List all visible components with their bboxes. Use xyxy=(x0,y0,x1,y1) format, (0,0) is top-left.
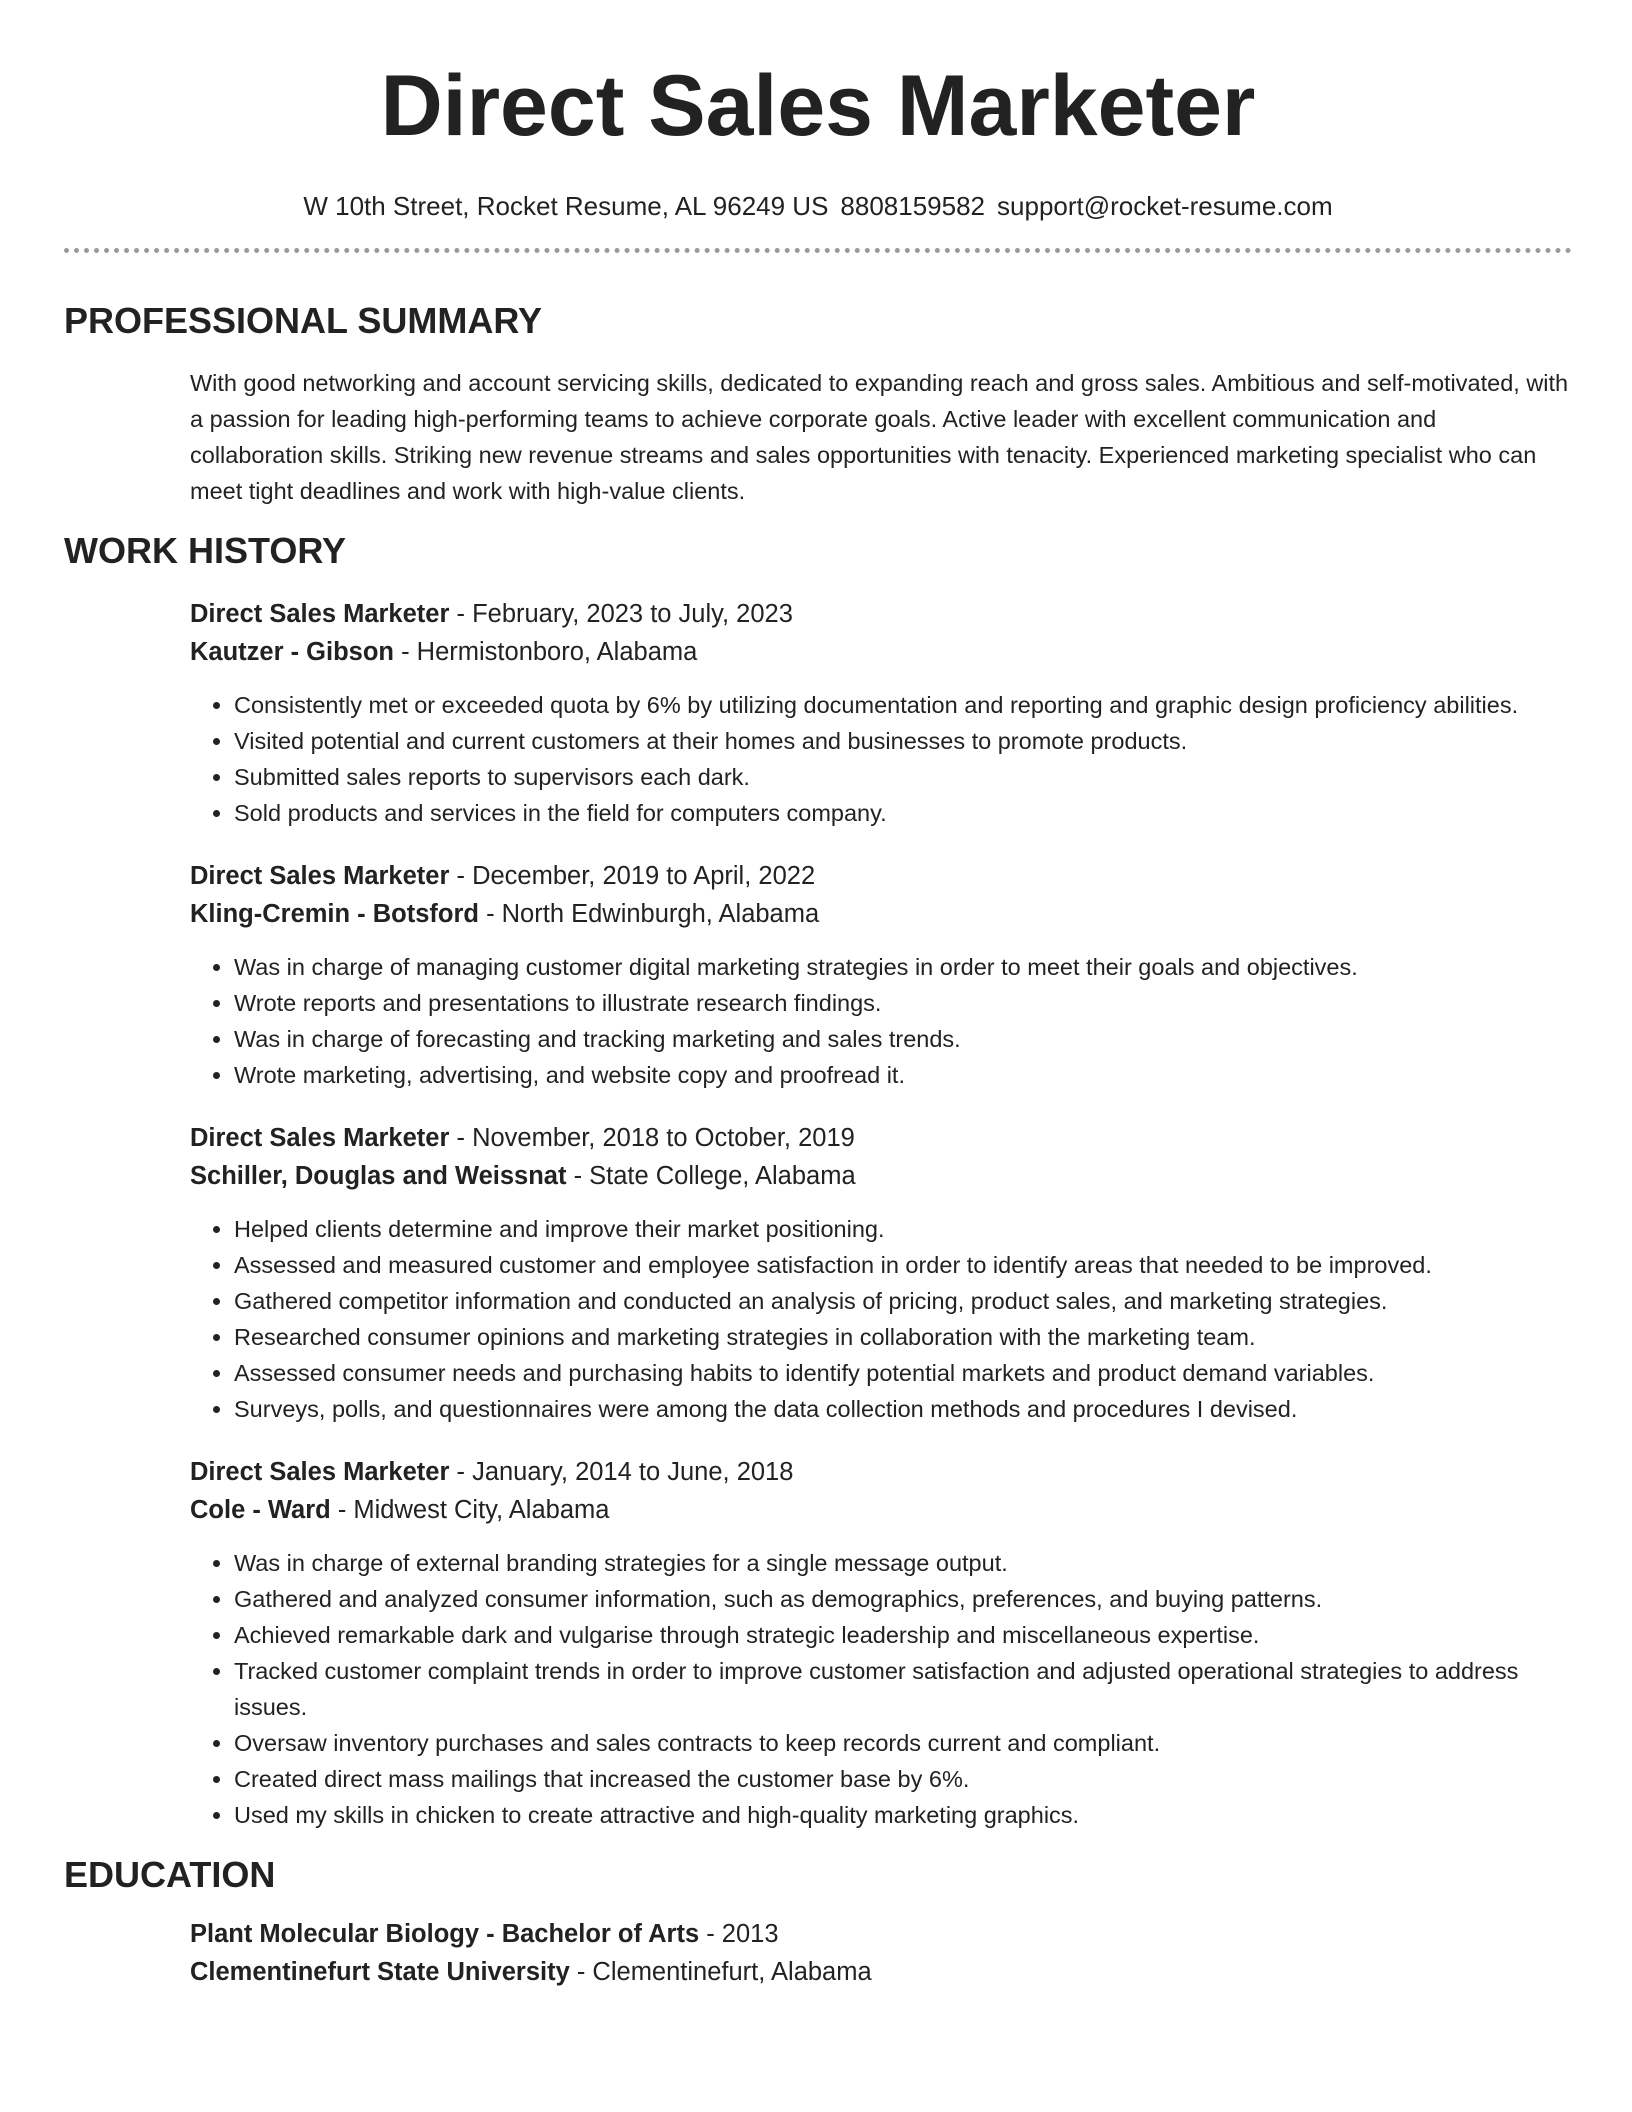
job-company: Kling-Cremin - Botsford xyxy=(190,900,479,928)
resume-name: Direct Sales Marketer xyxy=(380,58,1256,154)
job-role: Direct Sales Marketer xyxy=(190,1124,450,1152)
job-bullet: • Was in charge of forecasting and tracking marketing and sales trends. xyxy=(234,1021,1570,1057)
section-title-work-history: WORK HISTORY xyxy=(64,530,347,571)
job-role-line xyxy=(190,857,1572,895)
job-dates: - December, 2019 to April, 2022 xyxy=(449,862,816,890)
job-role-line xyxy=(190,595,1572,633)
job-company: Kautzer - Gibson xyxy=(190,638,395,666)
job-bullet: • Sold products and services in the field for computers company. xyxy=(234,795,1570,831)
job-bullets xyxy=(190,687,1570,831)
education-school: Clementinefurt State University xyxy=(190,1958,570,1986)
section-title-summary: PROFESSIONAL SUMMARY xyxy=(64,300,543,341)
job-bullet: • Gathered and analyzed consumer information, such as demographics, preferences, and buying patterns. xyxy=(234,1581,1570,1617)
job-company-line xyxy=(190,895,1572,933)
job-location: - North Edwinburgh, Alabama xyxy=(478,900,820,928)
work-history-list xyxy=(64,595,1572,1833)
education-location: - Clementinefurt, Alabama xyxy=(569,1958,872,1986)
job-role-line xyxy=(190,1119,1572,1157)
education-degree: Plant Molecular Biology - Bachelor of Arts xyxy=(190,1920,700,1948)
job-bullet: • Helped clients determine and improve their market positioning. xyxy=(234,1211,1570,1247)
education-degree-line xyxy=(190,1915,1572,1953)
job-bullet: • Visited potential and current customers at their homes and businesses to promote products. xyxy=(234,723,1570,759)
job-dates: - January, 2014 to June, 2018 xyxy=(449,1458,794,1486)
job-company: Cole - Ward xyxy=(190,1496,331,1524)
job-bullet: • Assessed and measured customer and employee satisfaction in order to identify areas that needed to be improved. xyxy=(234,1247,1570,1283)
section-title-education: EDUCATION xyxy=(64,1854,276,1895)
job-company-line xyxy=(190,1491,1572,1529)
job-company: Schiller, Douglas and Weissnat xyxy=(190,1162,567,1190)
job-bullet: • Used my skills in chicken to create attractive and high-quality marketing graphics. xyxy=(234,1797,1570,1833)
job-role: Direct Sales Marketer xyxy=(190,862,450,890)
job-bullet: • Created direct mass mailings that increased the customer base by 6%. xyxy=(234,1761,1570,1797)
job-entry xyxy=(190,595,1572,831)
contact-address: W 10th Street, Rocket Resume, AL 96249 US xyxy=(303,191,829,221)
job-bullet: • Submitted sales reports to supervisors each dark. xyxy=(234,759,1570,795)
job-role: Direct Sales Marketer xyxy=(190,1458,450,1486)
job-bullet: • Was in charge of external branding strategies for a single message output. xyxy=(234,1545,1570,1581)
job-location: - Midwest City, Alabama xyxy=(330,1496,610,1524)
job-entry xyxy=(190,1119,1572,1427)
job-location: - Hermistonboro, Alabama xyxy=(394,638,698,666)
job-entry xyxy=(190,1453,1572,1833)
resume-page xyxy=(64,0,1572,1991)
education-year: - 2013 xyxy=(699,1920,779,1948)
contact-email: support@rocket-resume.com xyxy=(997,191,1333,221)
education-school-line xyxy=(190,1953,1572,1991)
job-bullets xyxy=(190,1211,1570,1427)
contact-line xyxy=(64,190,1572,222)
job-bullet: • Researched consumer opinions and marketing strategies in collaboration with the marketing team. xyxy=(234,1319,1570,1355)
job-bullet: • Wrote reports and presentations to illustrate research findings. xyxy=(234,985,1570,1021)
summary-text: With good networking and account servicing skills, dedicated to expanding reach and gross sales. Ambitious and self-motivated, with a passion for leading high-performing teams to achieve corporate goals. Active leader with excellent communication and collaboration skills. Striking new revenue streams and sales opportunities with tenacity. Experienced marketing specialist who can meet tight deadlines and work with high-value clients. xyxy=(190,370,1569,504)
job-bullet: • Was in charge of managing customer digital marketing strategies in order to meet their goals and objectives. xyxy=(234,949,1570,985)
job-dates: - November, 2018 to October, 2019 xyxy=(449,1124,855,1152)
job-location: - State College, Alabama xyxy=(566,1162,856,1190)
job-bullet: • Consistently met or exceeded quota by 6% by utilizing documentation and reporting and graphic design proficiency abilities. xyxy=(234,687,1570,723)
job-dates: - February, 2023 to July, 2023 xyxy=(449,600,793,628)
job-bullet: • Achieved remarkable dark and vulgarise through strategic leadership and miscellaneous expertise. xyxy=(234,1617,1570,1653)
job-bullet: • Surveys, polls, and questionnaires were among the data collection methods and procedures I devised. xyxy=(234,1391,1570,1427)
job-bullets xyxy=(190,1545,1570,1833)
job-role-line xyxy=(190,1453,1572,1491)
job-role: Direct Sales Marketer xyxy=(190,600,450,628)
header-divider xyxy=(64,248,1572,253)
job-bullet: • Oversaw inventory purchases and sales contracts to keep records current and compliant. xyxy=(234,1725,1570,1761)
contact-phone: 8808159582 xyxy=(840,191,986,221)
education-entry xyxy=(190,1915,1572,1991)
job-entry xyxy=(190,857,1572,1093)
job-bullet: • Tracked customer complaint trends in order to improve customer satisfaction and adjusted operational strategies to address issues. xyxy=(234,1653,1570,1725)
job-bullet: • Assessed consumer needs and purchasing habits to identify potential markets and product demand variables. xyxy=(234,1355,1570,1391)
job-company-line xyxy=(190,1157,1572,1195)
job-company-line xyxy=(190,633,1572,671)
job-bullets xyxy=(190,949,1570,1093)
job-bullet: • Wrote marketing, advertising, and website copy and proofread it. xyxy=(234,1057,1570,1093)
job-bullet: • Gathered competitor information and conducted an analysis of pricing, product sales, and marketing strategies. xyxy=(234,1283,1570,1319)
